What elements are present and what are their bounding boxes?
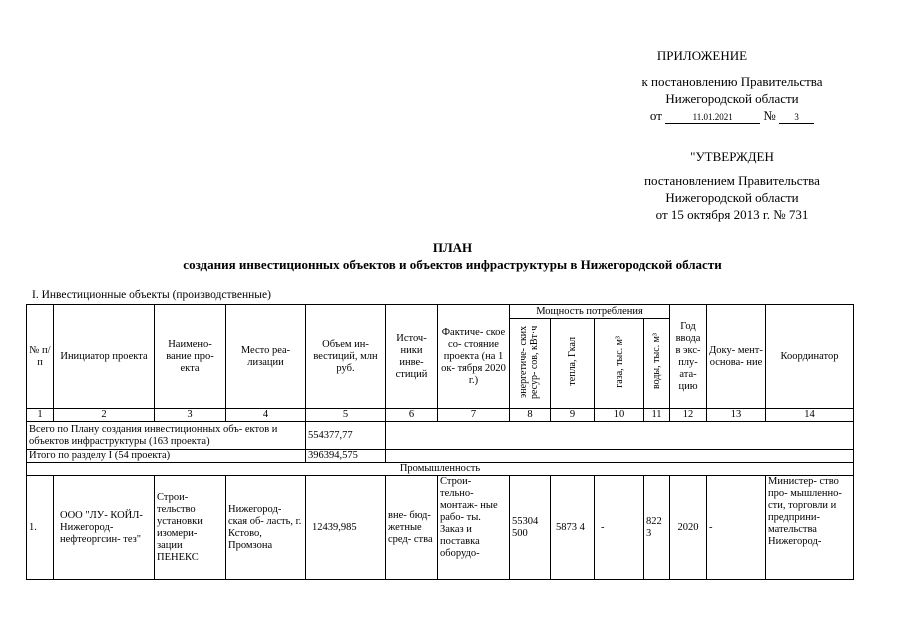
header-row-1: [27, 305, 854, 319]
row-volume: 12439,985: [306, 476, 386, 580]
total-plan-label: Всего по Плану создания инвестиционных объ- ектов и объектов инфраструктуры (163 проекта): [27, 422, 306, 450]
col-heat-header: [551, 319, 595, 409]
category-row: [27, 463, 854, 476]
col-number: 14: [766, 409, 854, 422]
date-number-line: [607, 107, 857, 124]
row-gas: -: [595, 476, 644, 580]
col-capacity-header: Мощность потребления: [510, 305, 670, 319]
approved-date: от 15 октября 2013 г. № 731: [655, 207, 809, 222]
col-number: 11: [644, 409, 670, 422]
plan-table: [26, 304, 854, 580]
col-number: 3: [155, 409, 226, 422]
row-coord: Министер- ство про- мышленно- сти, торговли и предприни- мательства Нижегород-: [766, 476, 854, 580]
col-energy-label: энергетиче- ских ресур- сов, кВт·ч: [518, 324, 540, 399]
table-row: [27, 476, 854, 580]
col-number: 8: [510, 409, 551, 422]
col-place-header: Место реа- лизации: [226, 305, 306, 409]
col-no-header: № п/п: [27, 305, 54, 409]
row-initiator: ООО "ЛУ- КОЙЛ- Нижегород- нефтеоргсин- тез": [54, 476, 155, 580]
col-number: 5: [306, 409, 386, 422]
resolution-block: [607, 73, 857, 124]
total-plan-row: [27, 422, 854, 450]
col-gas-header: [595, 319, 644, 409]
approved-title: "УТВЕРЖДЕН: [690, 149, 774, 164]
total-section-empty: [386, 450, 854, 463]
col-number: 1: [27, 409, 54, 422]
col-number: 7: [438, 409, 510, 422]
row-docs: -: [707, 476, 766, 580]
total-section-value: 396394,575: [306, 450, 386, 463]
from-label: от: [649, 108, 662, 123]
col-number: 2: [54, 409, 155, 422]
section-label: I. Инвестиционные объекты (производственные): [32, 289, 271, 301]
col-energy-header: [510, 319, 551, 409]
resolution-number: 3: [779, 111, 814, 124]
col-gas-label: газа, тыс. м³: [613, 335, 625, 388]
total-section-row: [27, 450, 854, 463]
col-number: 10: [595, 409, 644, 422]
col-number: 13: [707, 409, 766, 422]
col-number: 9: [551, 409, 595, 422]
col-year-header: Год ввода в экс- плу- ата- цию: [670, 305, 707, 409]
col-docs-header: Доку- мент- основа- ние: [707, 305, 766, 409]
row-water: 822 3: [644, 476, 670, 580]
resolution-line: к постановлению Правительства: [641, 74, 823, 89]
col-water-label: воды, тыс. м³: [651, 333, 662, 390]
col-coord-header: Координатор: [766, 305, 854, 409]
approved-by: постановлением Правительства: [644, 173, 820, 188]
approved-block: [607, 148, 857, 223]
col-heat-label: тепла, Гкал: [567, 337, 578, 386]
col-water-header: [644, 319, 670, 409]
col-volume-header: Объем ин- вестиций, млн руб.: [306, 305, 386, 409]
row-energy: 55304 500: [510, 476, 551, 580]
total-plan-empty: [386, 422, 854, 450]
column-number-row: [27, 409, 854, 422]
region-line: Нижегородской области: [665, 91, 799, 106]
resolution-date: 11.01.2021: [665, 111, 760, 124]
plan-title: ПЛАН: [432, 240, 473, 255]
appendix-header: [577, 47, 827, 64]
col-state-header: Фактиче- ское со- стояние проекта (на 1 ок- тября 2020 г.): [438, 305, 510, 409]
col-name-header: Наимено- вание про- екта: [155, 305, 226, 409]
number-label: №: [763, 108, 776, 123]
col-number: 6: [386, 409, 438, 422]
col-sources-header: Источ- ники инве- стиций: [386, 305, 438, 409]
row-year: 2020: [670, 476, 707, 580]
row-no: 1.: [27, 476, 54, 580]
col-initiator-header: Инициатор проекта: [54, 305, 155, 409]
appendix-title: ПРИЛОЖЕНИЕ: [656, 48, 748, 63]
plan-subtitle: создания инвестиционных объектов и объектов инфраструктуры в Нижегородской области: [183, 257, 722, 272]
category-label: Промышленность: [27, 463, 854, 476]
approved-region: Нижегородской области: [665, 190, 799, 205]
total-plan-value: 554377,77: [306, 422, 386, 450]
row-state: Строи- тельно- монтаж- ные рабо- ты. Заказ и поставка оборудо-: [438, 476, 510, 580]
row-name: Строи- тельство установки изомери- зации ПЕНЕКС: [155, 476, 226, 580]
col-number: 12: [670, 409, 707, 422]
row-sources: вне- бюд- жетные сред- ства: [386, 476, 438, 580]
col-number: 4: [226, 409, 306, 422]
row-heat: 5873 4: [551, 476, 595, 580]
row-place: Нижегород- ская об- ласть, г. Кстово, Промзона: [226, 476, 306, 580]
total-section-label: Итого по разделу I (54 проекта): [27, 450, 306, 463]
